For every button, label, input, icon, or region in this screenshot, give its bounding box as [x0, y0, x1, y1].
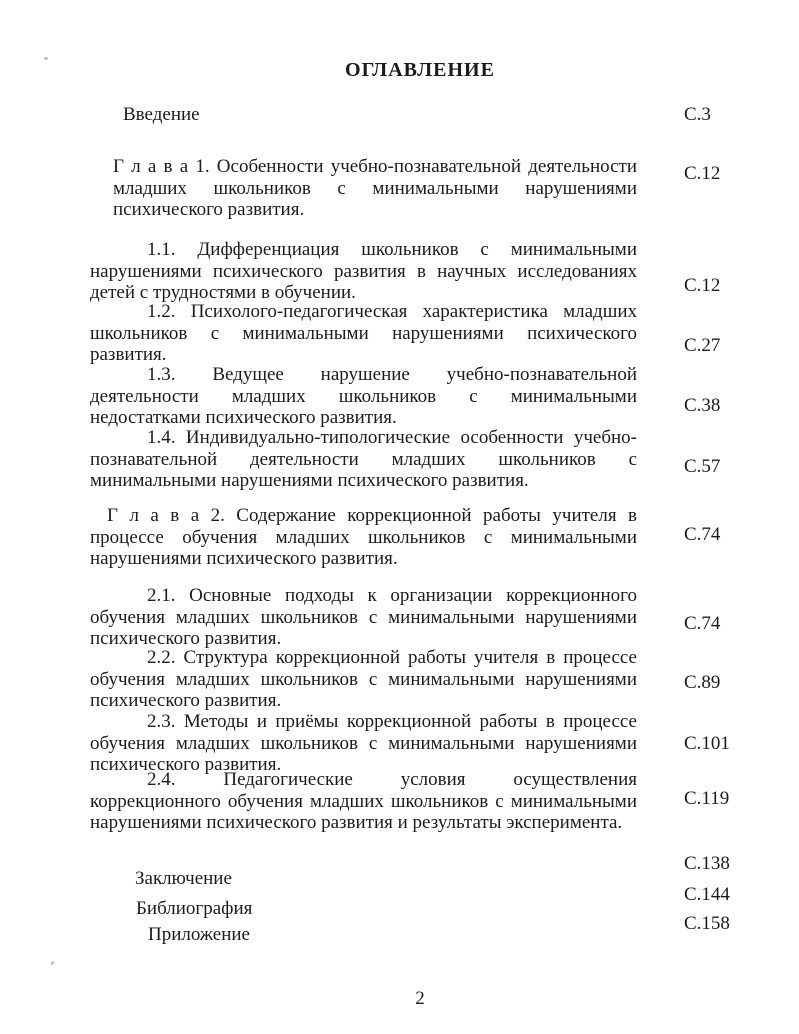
toc-page-number-section-1-4: С.57: [684, 456, 721, 477]
toc-page-number-section-1-3: С.38: [684, 395, 721, 416]
toc-page-number-section-2-2: С.89: [684, 672, 721, 693]
toc-page-number-section-1-1: С.12: [684, 275, 721, 296]
toc-page-number-section-2-4: С.119: [684, 788, 730, 809]
toc-entry-section-1-2: 1.2. Психолого-педагогическая характеристика младших школьников с минимальными нарушениями психического развития.: [90, 301, 637, 365]
toc-entry-section-2-2: 2.2. Структура коррекционной работы учителя в процессе обучения младших школьников с минимальными нарушениями психического развития.: [90, 647, 637, 711]
page-number-footer: 2: [415, 988, 425, 1009]
toc-entry-section-1-4: 1.4. Индивидуально-типологические особенности учебно-познавательной деятельности младших школьников с минимальными нарушениями психического развития.: [90, 427, 637, 491]
toc-page-number-section-2-3: С.101: [684, 733, 730, 754]
toc-entry-section-2-4: 2.4. Педагогические условия осуществления коррекционного обучения младших школьников с минимальными нарушениями психического развития и результаты эксперимента.: [90, 769, 637, 833]
toc-page-number-bibliography: С.144: [684, 884, 730, 905]
toc-page-number-chapter-2: С.74: [684, 524, 721, 545]
toc-page-number-conclusion: С.138: [684, 853, 730, 874]
scan-speck: [50, 961, 55, 966]
page-title: ОГЛАВЛЕНИЕ: [345, 59, 495, 81]
toc-entry-chapter-1: Г л а в а 1. Особенности учебно-познавательной деятельности младших школьников с минимальными нарушениями психического развития.: [113, 156, 637, 220]
toc-page-number-introduction: С.3: [684, 104, 711, 125]
toc-entry-bibliography: Библиография: [136, 898, 253, 919]
toc-entry-appendix: Приложение: [148, 924, 250, 945]
toc-entry-section-1-3: 1.3. Ведущее нарушение учебно-познавательной деятельности младших школьников с минимальными недостатками психического развития.: [90, 364, 637, 428]
toc-entry-conclusion: Заключение: [135, 868, 232, 889]
toc-page-number-appendix: С.158: [684, 913, 730, 934]
toc-entry-section-2-3: 2.3. Методы и приёмы коррекционной работы в процессе обучения младших школьников с минимальными нарушениями психического развития.: [90, 711, 637, 775]
toc-entry-introduction: Введение: [123, 104, 200, 125]
toc-page-number-chapter-1: С.12: [684, 163, 721, 184]
toc-entry-section-1-1: 1.1. Дифференциация школьников с минимальными нарушениями психического развития в научных исследованиях детей с трудностями в обучении.: [90, 239, 637, 303]
scan-speck: [44, 57, 48, 60]
toc-page-number-section-1-2: С.27: [684, 335, 721, 356]
toc-entry-section-2-1: 2.1. Основные подходы к организации коррекционного обучения младших школьников с минимальными нарушениями психического развития.: [90, 585, 637, 649]
toc-page-number-section-2-1: С.74: [684, 613, 721, 634]
toc-entry-chapter-2: Г л а в а 2. Содержание коррекционной работы учителя в процессе обучения младших школьников с минимальными нарушениями психического развития.: [90, 505, 637, 569]
